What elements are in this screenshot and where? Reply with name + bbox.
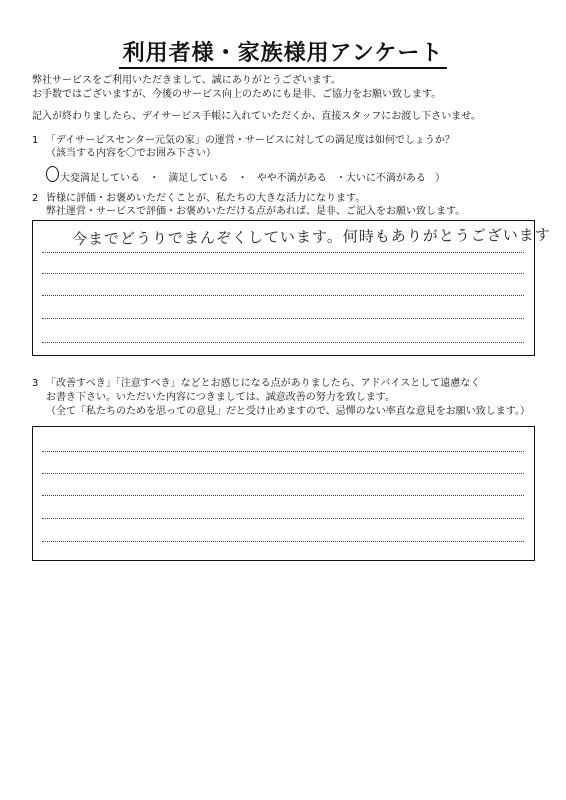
q3-number: 3 — [32, 378, 39, 389]
option-somewhat-dissatisfied[interactable]: やや不満がある — [256, 173, 327, 184]
q1-question — [32, 135, 455, 147]
q3-line-1 — [32, 378, 480, 390]
answer-line — [42, 342, 524, 343]
q1-options — [50, 169, 451, 184]
option-close-paren: ） — [435, 173, 446, 184]
intro-line-3: 記入が終わりましたら、デイサービス手帳に入れていただくか、直接スタッフにお渡し下さいませ。 — [32, 111, 481, 122]
option-satisfied[interactable]: 満足している — [168, 173, 229, 184]
q3-line-3: （全て「私たちのためを思っての意見」だと受け止めますので、忌憚のない率直な意見をお願い致します。） — [46, 406, 530, 417]
answer-line — [42, 295, 524, 296]
answer-line — [42, 451, 524, 452]
answer-line — [42, 252, 524, 253]
intro-line-1: 弊社サービスをご利用いただきまして、誠にありがとうございます。 — [32, 75, 341, 86]
q2-text-1: 皆様に評価・お褒めいただくことが、私たちの大きな活力になります。 — [46, 193, 366, 204]
option-very-dissatisfied[interactable]: ・大いに不満がある — [335, 173, 426, 184]
answer-line — [42, 273, 524, 274]
q2-line-2: 弊社運営・サービスで評価・お褒めいただける点があれば、是非、ご記入をお願い致します。 — [46, 206, 466, 217]
q3-line-2: お書き下さい。いただいた内容につきましては、誠意改善の努力を致します。 — [46, 392, 395, 403]
page-title: 利用者様・家族様用アンケート — [0, 36, 566, 67]
option-very-satisfied[interactable]: 大変満足している — [60, 173, 140, 184]
q2-handwritten-answer: 今までどうりでまんぞくしています。何時もありがとうございます — [71, 225, 551, 249]
option-separator: ・ — [149, 173, 160, 184]
answer-line — [42, 518, 524, 519]
answer-line — [42, 318, 524, 319]
answer-line — [42, 541, 524, 542]
answer-line — [42, 495, 524, 496]
intro-line-2: お手数ではございますが、今後のサービス向上のためにも是非、ご協力をお願い致します。 — [32, 89, 442, 100]
q1-number: 1 — [32, 135, 39, 146]
option-separator: ・ — [237, 173, 248, 184]
answer-line — [42, 473, 524, 474]
q2-number: 2 — [32, 193, 39, 204]
q2-line-1 — [32, 193, 365, 205]
q3-text-1: 「改善すべき」「注意すべき」などとお感じになる点がありましたら、アドバイスとして遠慮なく — [46, 378, 481, 389]
q1-text: 「デイサービスセンター元気の家」の運営・サービスに対しての満足度は如何でしょうか？ — [46, 135, 455, 146]
q1-instruction: （該当する内容を〇でお囲み下さい） — [46, 148, 216, 159]
